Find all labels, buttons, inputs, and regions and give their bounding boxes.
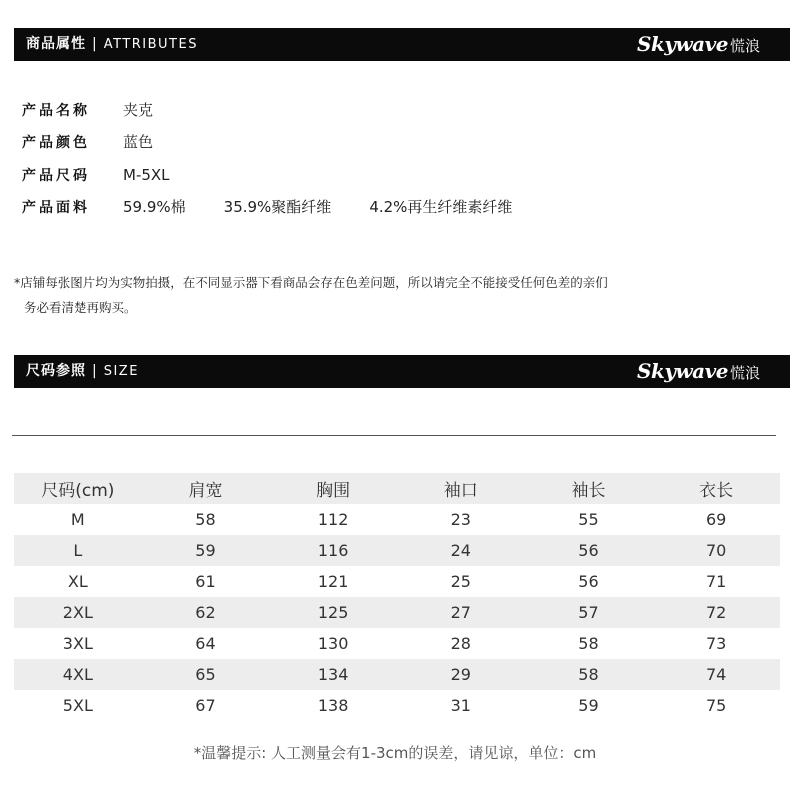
table-cell: 23 [450,510,471,529]
measurement-footnote: *温馨提示: 人工测量会有1-3cm的误差，请见谅，单位：cm [193,744,597,762]
table-cell: 130 [317,634,349,653]
column-header-cuff: 袖口 [397,473,525,504]
table-cell: 3XL [62,634,93,653]
table-cell: 25 [450,572,471,591]
table-cell: 138 [317,696,349,715]
table-cell: 116 [269,535,397,566]
table-cell: 24 [397,535,525,566]
table-row [14,628,780,659]
attribute-row-name [22,98,153,122]
attributes-title-separator: | [92,36,97,52]
column-header-shoulder: 肩宽 [142,473,270,504]
attribute-key: 产品名称 [22,103,90,119]
attribute-key: 产品颜色 [22,135,90,151]
table-cell: 65 [142,659,270,690]
attribute-key: 产品面料 [22,200,90,216]
size-chart-table [14,473,780,721]
table-cell: 121 [317,572,349,591]
table-cell: 58 [578,634,599,653]
table-cell: 57 [525,597,653,628]
attributes-title-en: ATTRIBUTES [103,37,198,52]
attribute-value: M-5XL [123,166,170,184]
attribute-value: 4.2%再生纤维素纤维 [369,198,513,216]
table-cell: 59 [142,535,270,566]
divider [12,435,776,436]
attribute-row-color [22,130,153,154]
size-title-separator: | [92,363,97,379]
table-cell: 61 [195,572,216,591]
column-header-body-length: 衣长 [652,473,780,504]
attribute-value: 蓝色 [123,133,154,151]
size-title-en: SIZE [103,364,139,379]
attribute-row-fabric [22,195,512,219]
table-cell: 67 [195,696,216,715]
brand-logo-cn: 慌浪 [729,37,760,55]
table-cell: 58 [525,659,653,690]
column-header-sleeve-length: 袖长 [525,473,653,504]
table-cell: M [70,510,85,529]
table-row [14,566,780,597]
table-cell: 70 [652,535,780,566]
size-title-cn: 尺码参照 [26,363,86,379]
table-cell: 31 [450,696,471,715]
table-row [14,659,780,690]
table-row [14,597,780,628]
table-cell: L [14,535,142,566]
table-cell: 125 [269,597,397,628]
table-cell: 69 [705,510,727,529]
table-cell: 112 [317,510,349,529]
table-cell: 72 [652,597,780,628]
table-cell: 56 [578,572,599,591]
brand-logo-script: Skywave [637,32,728,56]
attributes-banner [14,28,790,61]
table-cell: 71 [705,572,727,591]
brand-logo [637,355,760,388]
attribute-row-size [22,163,170,187]
table-cell: 5XL [62,696,93,715]
attribute-value: 35.9%聚酯纤维 [223,198,332,216]
attributes-title-cn: 商品属性 [26,36,86,52]
table-cell: XL [67,572,88,591]
table-cell: 27 [397,597,525,628]
table-cell: 59 [578,696,599,715]
table-cell: 75 [705,696,727,715]
table-row [14,690,780,721]
size-banner-title [26,355,139,388]
brand-logo [637,28,760,61]
table-cell: 29 [397,659,525,690]
table-cell: 58 [195,510,216,529]
table-cell: 73 [705,634,727,653]
size-banner [14,355,790,388]
table-cell: 55 [578,510,599,529]
attribute-value: 夹克 [123,101,154,119]
table-cell: 4XL [14,659,142,690]
size-table-header-row [14,473,780,504]
brand-logo-script: Skywave [637,359,728,383]
table-cell: 62 [142,597,270,628]
attribute-value: 59.9%棉 [123,198,186,216]
table-cell: 56 [525,535,653,566]
attribute-key: 产品尺码 [22,168,90,184]
table-row [14,535,780,566]
table-cell: 134 [269,659,397,690]
color-notice-line-1: *店铺每张图片均为实物拍摄，在不同显示器下看商品会存在色差问题，所以请完全不能接受任何色差的亲们 [14,275,608,290]
color-notice-line-2: 务必看清楚再购买。 [24,300,137,315]
table-cell: 74 [652,659,780,690]
table-cell: 2XL [14,597,142,628]
column-header-chest: 胸围 [269,473,397,504]
table-row [14,504,780,535]
column-header-size: 尺码(cm) [14,473,142,504]
attributes-banner-title [26,28,198,61]
table-cell: 28 [450,634,471,653]
table-cell: 64 [195,634,216,653]
brand-logo-cn: 慌浪 [729,364,760,382]
